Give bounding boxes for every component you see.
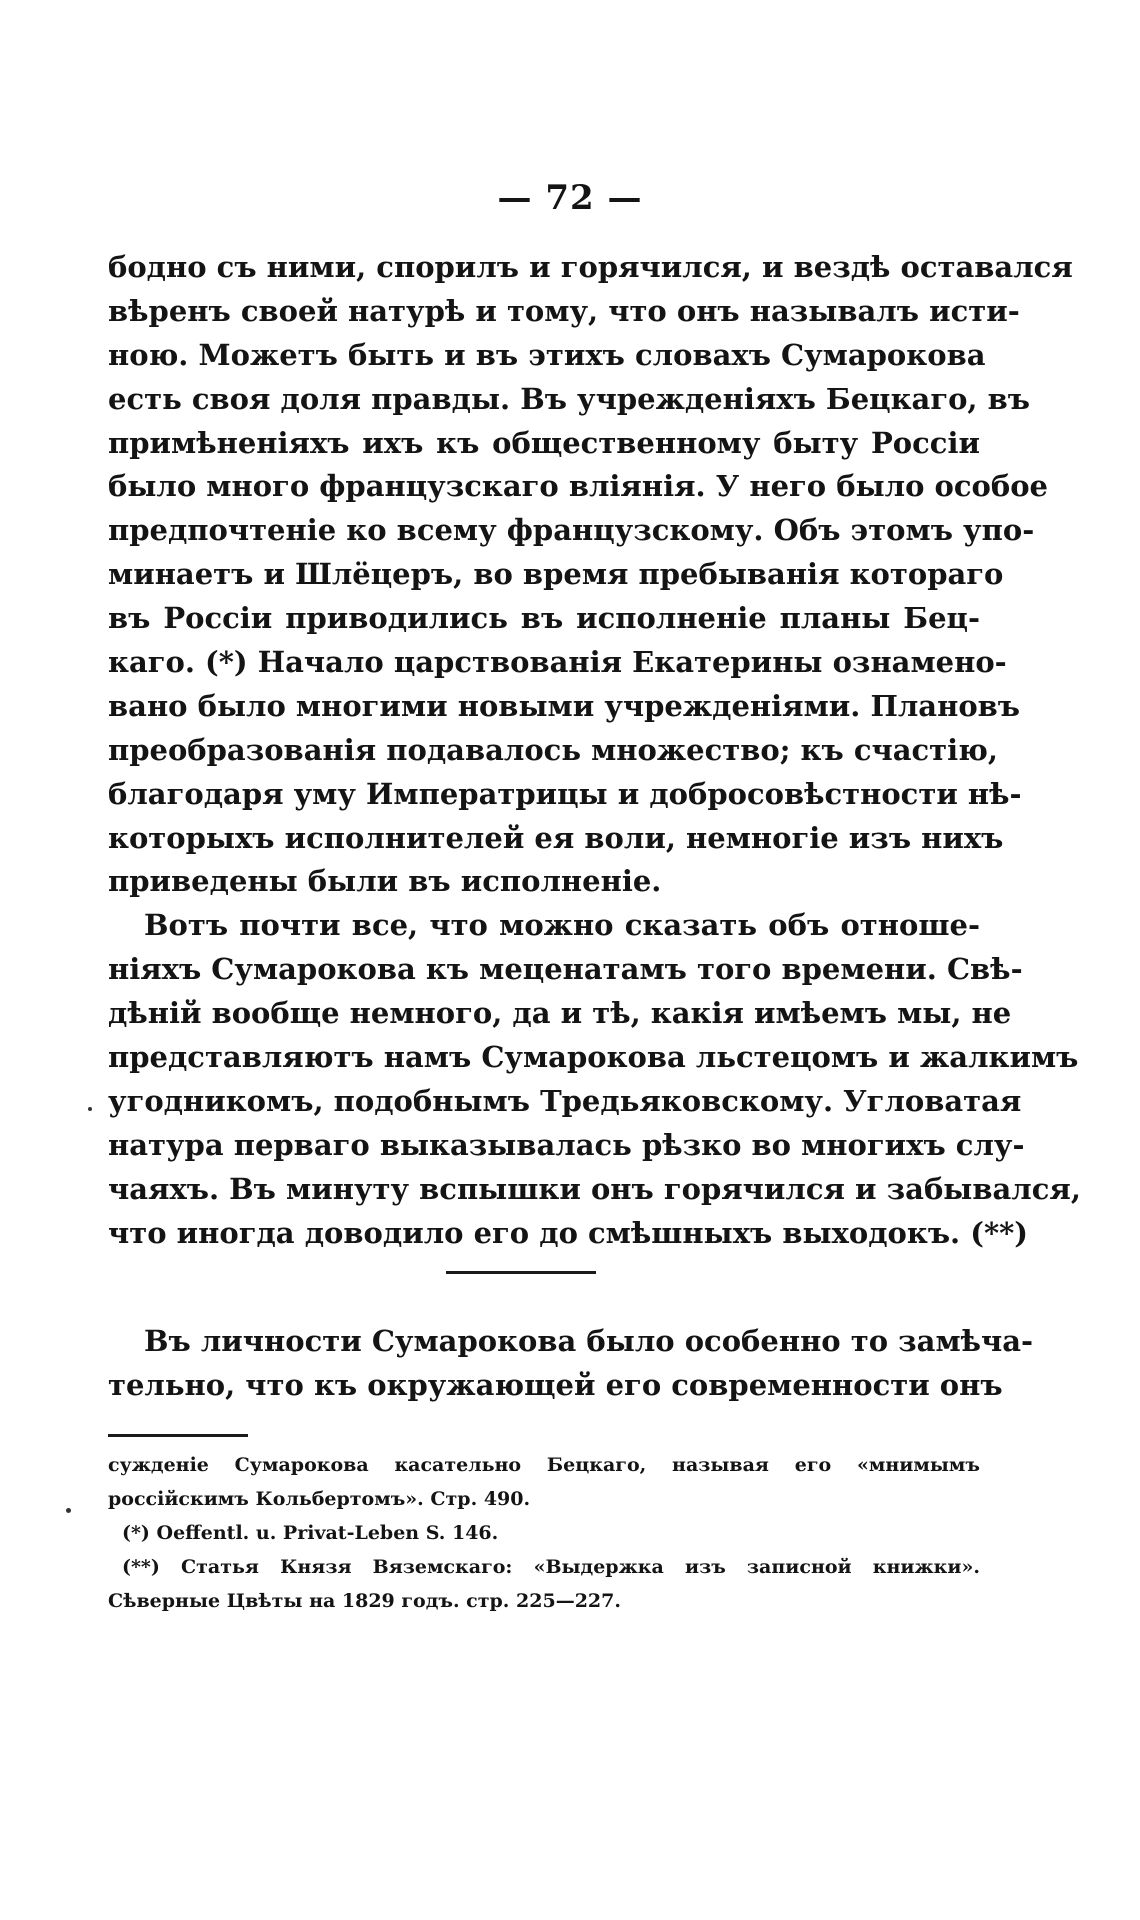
footnote-line: Сѣверные Цвѣты на 1829 годъ. стр. 225—227. — [108, 1590, 621, 1612]
ink-speck — [66, 1508, 71, 1513]
text-line: что иногда доводило его до смѣшныхъ выходокъ. (**) — [108, 1215, 1029, 1250]
text-line: вѣренъ своей натурѣ и тому, что онъ называлъ исти- — [108, 293, 1020, 328]
text-line: Въ личности Сумарокова было особенно то замѣча- — [144, 1324, 1034, 1358]
paragraph-3 — [108, 1320, 1034, 1408]
text-line: чаяхъ. Въ минуту вспышки онъ горячился и забывался, — [108, 1171, 1081, 1206]
footnote-line: (**) Статья Князя Вяземскаго: «Выдержка изъ записной книжки». — [122, 1556, 980, 1578]
footnote-rule — [108, 1434, 248, 1437]
text-line: минаетъ и Шлёцеръ, во время пребыванія котораго — [108, 557, 1004, 592]
text-line: дѣній вообще немного, да и тѣ, какія имѣемъ мы, не — [108, 996, 1012, 1031]
text-line: которыхъ исполнителей ея воли, немногіе изъ нихъ — [108, 820, 1004, 855]
text-line: Вотъ почти все, что можно сказать объ отноше- — [144, 908, 980, 943]
text-line: ніяхъ Сумарокова къ меценатамъ того времени. Свѣ- — [108, 952, 1023, 987]
text-line: было много французскаго вліянія. У него было особое — [108, 469, 1049, 504]
text-line: вано было многими новыми учрежденіями. Плановъ — [108, 688, 1021, 723]
text-line: примѣненіяхъ ихъ къ общественному быту Россіи — [108, 425, 980, 460]
text-line: есть своя доля правды. Въ учрежденіяхъ Бецкаго, въ — [108, 381, 1031, 416]
footnote-line: россійскимъ Кольбертомъ». Стр. 490. — [108, 1488, 531, 1510]
paragraph-2 — [108, 904, 1081, 1255]
footnote-line: сужденіе Сумарокова касательно Бецкаго, называя его «мнимымъ — [108, 1454, 980, 1476]
text-line: каго. (*) Начало царствованія Екатерины ознамено- — [108, 645, 1007, 680]
text-line: бодно съ ними, спорилъ и горячился, и вездѣ оставался — [108, 250, 1073, 284]
footnote-line: (*) Oeffentl. u. Privat-Leben S. 146. — [122, 1522, 499, 1544]
page-number: — 72 — — [497, 178, 643, 218]
footnotes — [108, 1448, 980, 1618]
text-line: предпочтеніе ко всему французскому. Объ этомъ упо- — [108, 513, 1035, 548]
section-divider — [446, 1271, 596, 1274]
main-text — [108, 246, 1081, 1255]
text-line: угодникомъ, подобнымъ Тредьяковскому. Угловатая — [108, 1083, 1022, 1118]
text-line: ною. Можетъ быть и въ этихъ словахъ Сумарокова — [108, 337, 986, 372]
paragraph-1 — [108, 246, 1073, 904]
text-line: представляютъ намъ Сумарокова льстецомъ и жалкимъ — [108, 1040, 1079, 1075]
text-line: тельно, что къ окружающей его современности онъ — [108, 1367, 1003, 1402]
ink-speck — [88, 1107, 92, 1111]
text-line: преобразованія подавалось множество; къ счастію, — [108, 732, 998, 767]
text-line: въ Россіи приводились въ исполненіе планы Бец- — [108, 601, 980, 636]
text-line: приведены были въ исполненіе. — [108, 864, 662, 899]
text-line: натура перваго выказывалась рѣзко во многихъ слу- — [108, 1127, 1025, 1162]
text-line: благодаря уму Императрицы и добросовѣстности нѣ- — [108, 776, 1022, 811]
